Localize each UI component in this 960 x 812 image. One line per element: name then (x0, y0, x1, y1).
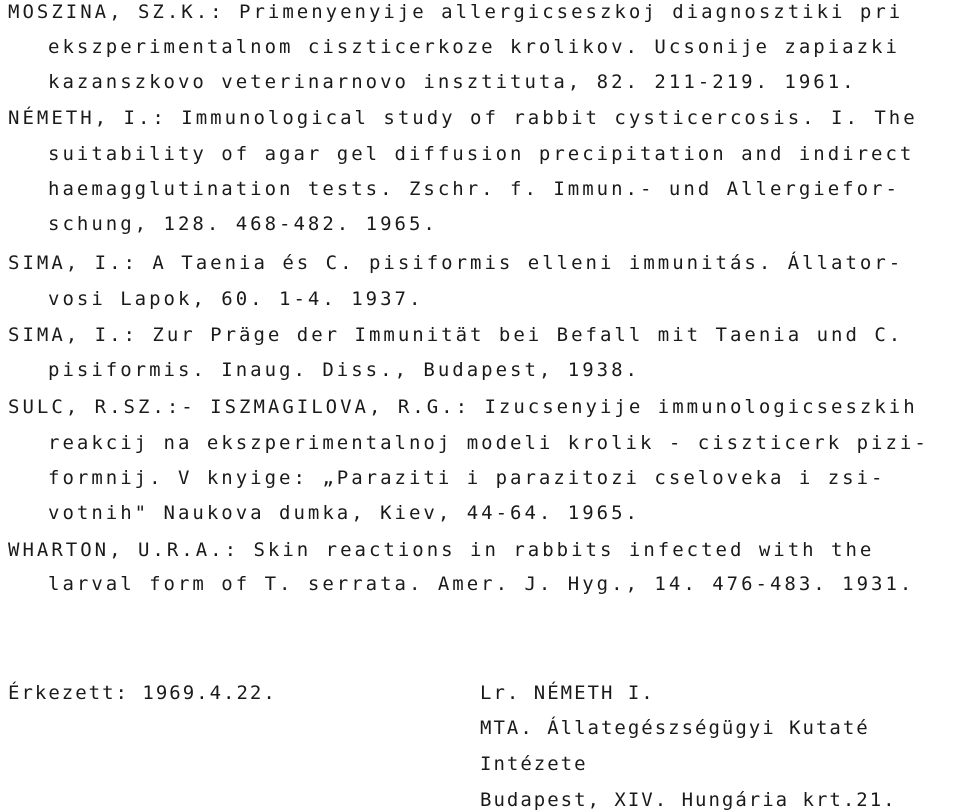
reference-line: suitability of agar gel diffusion precipitation and indirect (48, 143, 915, 165)
reference-line: vosi Lapok, 60. 1-4. 1937. (48, 288, 424, 310)
reference-line: WHARTON, U.R.A.: Skin reactions in rabbits infected with the (8, 539, 875, 561)
reference-line: larval form of T. serrata. Amer. J. Hyg., 14. 476-483. 1931. (48, 573, 915, 595)
reference-line: haemagglutination tests. Zschr. f. Immun.- und Allergiefor- (48, 178, 900, 200)
reference-line: NÉMETH, I.: Immunological study of rabbit cysticercosis. I. The (8, 107, 918, 129)
reference-line: pisiformis. Inaug. Diss., Budapest, 1938. (48, 359, 640, 381)
reference-line: MOSZINA, SZ.K.: Primenyenyije allergicseszkoj diagnosztiki pri (8, 1, 904, 23)
reference-line: kazanszkovo veterinarnovo insztituta, 82. 211-219. 1961. (48, 71, 857, 93)
reference-line: votnih" Naukova dumka, Kiev, 44-64. 1965. (48, 502, 640, 524)
reference-line: schung, 128. 468-482. 1965. (48, 213, 438, 235)
reference-line: SIMA, I.: A Taenia és C. pisiformis elleni immunitás. Állator- (8, 252, 904, 274)
received-date: Érkezett: 1969.4.22. (8, 682, 277, 704)
reference-line: SULC, R.SZ.:- ISZMAGILOVA, R.G.: Izucsenyije immunologicseszkih (8, 396, 918, 418)
author-institution-cont: Intézete (480, 753, 588, 775)
author-address: Budapest, XIV. Hungária krt.21. (480, 789, 897, 811)
author-name: Lr. NÉMETH I. (480, 682, 655, 704)
reference-line: ekszperimentalnom ciszticerkoze krolikov. Ucsonije zapiazki (48, 36, 900, 58)
reference-line: formnij. V knyige: „Paraziti i parazitozi cseloveka i zsi- (48, 467, 886, 489)
reference-line: SIMA, I.: Zur Präge der Immunität bei Befall mit Taenia und C. (8, 324, 904, 346)
reference-line: reakcij na ekszperimentalnoj modeli krolik - ciszticerk pizi- (48, 432, 929, 454)
author-institution: MTA. Állategészségügyi Kutaté (480, 717, 870, 739)
